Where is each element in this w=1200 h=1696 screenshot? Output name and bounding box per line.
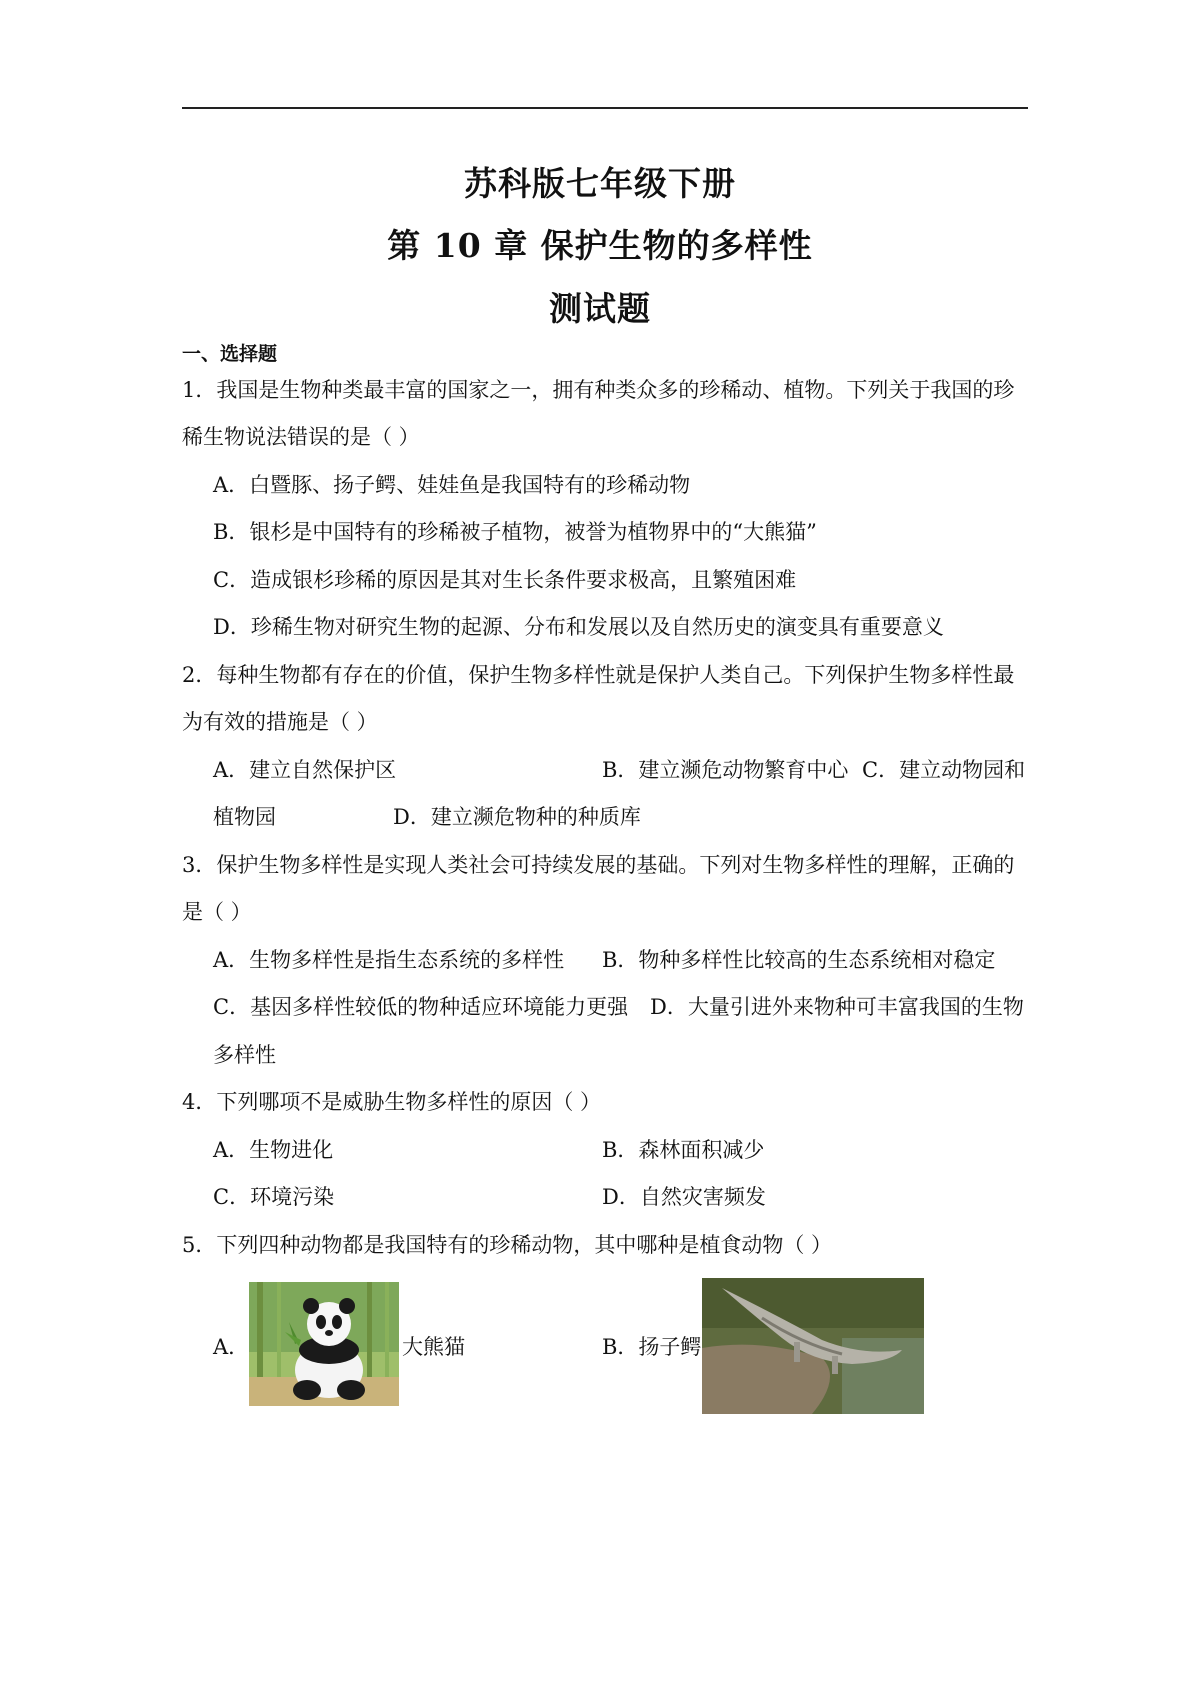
q3-option-d-cont: 多样性 xyxy=(213,1043,276,1067)
q1-option-d: D．珍稀生物对研究生物的起源、分布和发展以及自然历史的演变具有重要意义 xyxy=(213,615,944,639)
q3-option-d: D．大量引进外来物种可丰富我国的生物 xyxy=(650,995,1024,1019)
q1-option-a: A．白暨豚、扬子鳄、娃娃鱼是我国特有的珍稀动物 xyxy=(213,473,691,497)
chapter-title: 第 10 章 保护生物的多样性 xyxy=(387,226,813,265)
q2-option-c: C．建立动物园和 xyxy=(862,758,1026,782)
q5-option-b: B．扬子鳄 xyxy=(602,1335,702,1359)
alligator-image xyxy=(702,1278,924,1414)
q2-option-b: B．建立濒危动物繁育中心 xyxy=(602,758,849,782)
q4-option-b: B．森林面积减少 xyxy=(602,1138,765,1162)
header-rule xyxy=(182,107,1028,109)
section-heading: 一、选择题 xyxy=(182,343,278,365)
q2-option-a: A．建立自然保护区 xyxy=(213,758,397,782)
q3-option-a: A．生物多样性是指生态系统的多样性 xyxy=(213,948,565,972)
q2-stem-line1: 2．每种生物都有存在的价值，保护生物多样性就是保护人类自己。下列保护生物多样性最 xyxy=(182,663,1015,687)
q2-option-d: D．建立濒危物种的种质库 xyxy=(393,805,641,829)
test-title: 测试题 xyxy=(549,289,651,328)
q1-option-b: B．银杉是中国特有的珍稀被子植物，被誉为植物界中的“大熊猫” xyxy=(213,520,817,544)
q5-option-a-label: 大熊猫 xyxy=(402,1335,465,1359)
book-title: 苏科版七年级下册 xyxy=(464,164,736,203)
q3-option-b: B．物种多样性比较高的生态系统相对稳定 xyxy=(602,948,996,972)
q5-stem: 5．下列四种动物都是我国特有的珍稀动物，其中哪种是植食动物（ ） xyxy=(182,1233,833,1257)
q2-option-c-cont: 植物园 xyxy=(213,805,276,829)
q1-option-c: C．造成银杉珍稀的原因是其对生长条件要求极高，且繁殖困难 xyxy=(213,568,797,592)
q1-stem-line2: 稀生物说法错误的是（ ） xyxy=(182,425,420,449)
q4-option-c: C．环境污染 xyxy=(213,1185,335,1209)
panda-image xyxy=(249,1282,399,1406)
q5-option-a-letter: A． xyxy=(213,1335,250,1359)
q4-option-d: D．自然灾害频发 xyxy=(602,1185,766,1209)
q3-option-c: C．基因多样性较低的物种适应环境能力更强 xyxy=(213,995,629,1019)
q4-option-a: A．生物进化 xyxy=(213,1138,334,1162)
q4-stem: 4．下列哪项不是威胁生物多样性的原因（ ） xyxy=(182,1090,602,1114)
q1-stem-line1: 1．我国是生物种类最丰富的国家之一，拥有种类众多的珍稀动、植物。下列关于我国的珍 xyxy=(182,378,1015,402)
q2-stem-line2: 为有效的措施是（ ） xyxy=(182,710,378,734)
q3-stem-line2: 是（ ） xyxy=(182,900,252,924)
q3-stem-line1: 3．保护生物多样性是实现人类社会可持续发展的基础。下列对生物多样性的理解，正确的 xyxy=(182,853,1015,877)
